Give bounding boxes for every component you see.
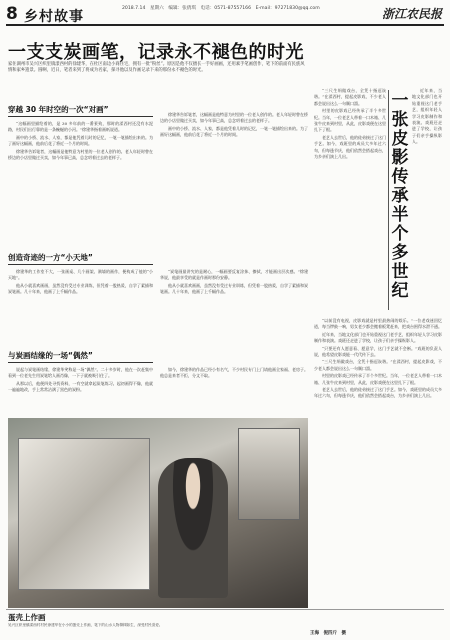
section-2-body-b xyxy=(160,269,308,355)
paragraph: 徐建华告诉笔者，这幅画是他特意为村里的一位老人创作的。老人年轻时曾在桥边的小店里做过买卖，如今年事已高，总念叨着过去的老样子。 xyxy=(8,148,153,161)
vertical-rule xyxy=(388,90,389,310)
paragraph: 老艺人去世后，他的徒弟接过了这门手艺。如今，戏班里的成员大多年过六旬，但每逢节庆，他们依然会搭起戏台，为乡亲们演上几出。 xyxy=(314,387,442,399)
section-name: 乡村故事 xyxy=(24,9,84,25)
section-2-heading: 创造奇迹的一方“小天地” xyxy=(8,252,153,265)
right-column-narrow xyxy=(412,88,442,313)
paragraph: 徐建华告诉笔者，这幅画是他特意为村里的一位老人创作的。老人年轻时曾在桥边的小店里做过买卖，如今年事已高，总念叨着过去的老样子。 xyxy=(160,112,308,124)
section-1-continued xyxy=(160,112,308,244)
header-rule xyxy=(6,24,444,26)
section-1 xyxy=(8,104,153,261)
photo-painting-left xyxy=(18,438,150,590)
article-photo xyxy=(8,418,308,608)
paragraph: 近年来，当地文化部门也开始重视这门老手艺，组织年轻人学习皮影制作和表演。戏班还走进了学校，让孩子们亲手操纵影人。 xyxy=(314,331,442,344)
article-headline: 一支支炭画笔，记录永不褪色的时光 xyxy=(8,42,304,63)
paragraph: 他从小就喜欢画画，虽然没有受过专业训练，但凭着一股热爱，自学了素描和炭笔画。几十年来，他画了上千幅作品。 xyxy=(160,282,308,295)
paragraph: “三尺生绢做戏台，全凭十指逗诙谐。”在漾西村，提起皮影戏，不少老人都会说出这么一句顺口溜。 xyxy=(314,88,386,106)
paragraph: 村里的皮影戏已经传承了半个多世纪。当年，一位老艺人带着一口木箱、几张牛皮来到村里，从此，皮影戏便在这里扎下了根。 xyxy=(314,108,386,133)
paragraph: “炭笔画最讲究的是耐心，一幅画要反复涂抹、擦拭，才能画出层次感。”徐建华说，他最享受的就是作画时那份安静。 xyxy=(160,269,308,281)
section-3-body-a xyxy=(8,367,153,423)
section-3-body-b xyxy=(160,367,308,423)
paragraph: “只要还有人愿意看、愿意学，这门手艺就不会断。”戏班的负责人说，他希望皮影戏能一代代传下去。 xyxy=(314,345,442,358)
photo-painting-right xyxy=(238,428,300,520)
section-1-body-continued xyxy=(160,112,308,244)
paragraph: 从那以后，他便四处寻找资料，一有空就拿起炭笔练习。起初画得不像，他就一遍遍地改，手上常常沾满了黑色的炭粉。 xyxy=(8,380,153,393)
paragraph: 如今，徐建华的作品已经小有名气，不少村民专门上门请他画全家福、老房子。他总是来者不拒，分文不取。 xyxy=(160,367,308,379)
section-2 xyxy=(8,252,308,355)
right-column-bottom xyxy=(314,318,442,606)
photo-byline: 王海 倪四斤 摄 xyxy=(310,631,346,636)
paragraph: 画中的小桥、流水、人家，都是他凭着儿时的记忆，一笔一笔描绘出来的。为了画好这幅画，他前后花了将近一个月的时间。 xyxy=(8,134,153,147)
paragraph: 他从小就喜欢画画，虽然没有受过专业训练，但凭着一股热爱，自学了素描和炭笔画。几十年来，他画了上千幅作品。 xyxy=(8,282,153,295)
right-column-top xyxy=(314,88,386,313)
paragraph: 徐建华的工作室不大，一张画桌、几个画架、满墙的画作，便构成了他的“小天地”。 xyxy=(8,269,153,281)
page-number: 8 xyxy=(6,4,18,24)
paragraph: 老艺人去世后，他的徒弟接过了这门手艺。如今，戏班里的成员大多年过六旬，但每逢节庆，他们依然会搭起戏台，为乡亲们演上几出。 xyxy=(314,134,386,160)
article-lead: 家住湖州市吴兴区织里镇漾西村的徐建华，在杜区南边小商住宅，拥有一批“粉丝”。原因是他不仅擅长一手好画画，还用素手笔画创作，笔下的前面有民族风情和家乡遗景。圆啊，近日，笔者来到了将成为名家，探寻他以及作画记录下来的那份永不褪色的时光。 xyxy=(8,62,305,74)
paragraph: “三尺生绢做戏台，全凭十指逗诙谐。”在漾西村，提起皮影戏，不少老人都会说出这么一句顺口溜。 xyxy=(314,359,442,371)
section-1-body xyxy=(8,121,153,261)
photo-caption-title: 蛋壳上作画 xyxy=(8,613,46,622)
section-2-body-a xyxy=(8,269,153,355)
section-3 xyxy=(8,350,308,423)
photo-caption: 吴兴区织里镇漾西村村民徐建华在小小的蛋壳上作画，笔下的山水人物栩栩如生，深受村民喜爱。 xyxy=(8,623,163,627)
paragraph: “以前没有电视，皮影戏就是村里最热闹的娱乐。”一位老戏迷回忆道，每当锣鼓一响，男女老少都会搬着板凳赶来，把戏台围得水泄不通。 xyxy=(314,318,442,330)
photo-person xyxy=(158,458,228,598)
paragraph: 说起与炭笔画结缘，徐建华笑称是一场“偶然”。二十多岁时，他在一次赶集中看到一位老先生用炭笔给人画肖像，一下子就被吸引住了。 xyxy=(8,367,153,379)
paragraph: 村里的皮影戏已经传承了半个多世纪。当年，一位老艺人带着一口木箱、几张牛皮来到村里，从此，皮影戏便在这里扎下了根。 xyxy=(314,373,442,385)
footer-rule xyxy=(6,609,444,610)
vertical-title: 一张皮影传承半个多世纪 xyxy=(391,91,409,301)
header-meta: 2018.7.14 星期六 编辑：张倩琪 电话：0571-87557166 E-mail：97271830@qq.com xyxy=(122,6,320,11)
section-1-heading: 穿越 30 年时空的一次“对画” xyxy=(8,104,153,117)
section-3-heading: 与炭画结缘的一场“偶然” xyxy=(8,350,153,363)
newspaper-logo: 浙江农民报 xyxy=(381,7,442,21)
paragraph: 画中的小桥、流水、人家，都是他凭着儿时的记忆，一笔一笔描绘出来的。为了画好这幅画，他前后花了将近一个月的时间。 xyxy=(160,125,308,138)
paragraph: 近年来，当地文化部门也开始重视这门老手艺，组织年轻人学习皮影制作和表演。戏班还走进了学校，让孩子们亲手操纵影人。 xyxy=(412,88,442,145)
paragraph: “这幅画里描绘着的，是 30 多年前的一番景致，那时的漾西村还没有水泥路，村民们出行靠的是一条蜿蜒的小河。”徐建华指着画纸说道。 xyxy=(8,121,153,133)
